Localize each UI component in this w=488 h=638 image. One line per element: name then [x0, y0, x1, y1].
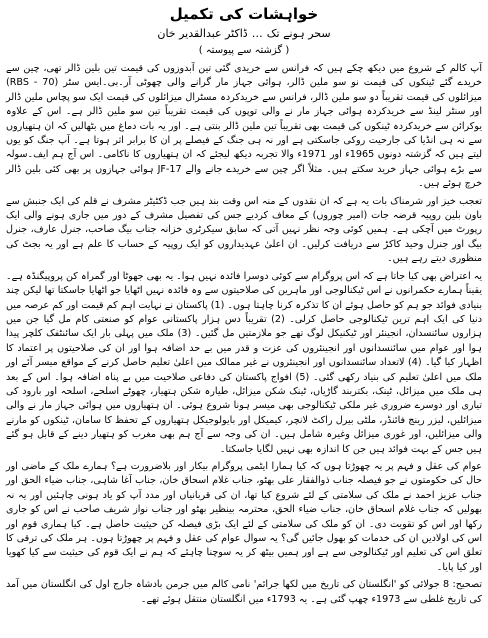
author-name: ڈاکٹر عبدالقدیر خان — [157, 27, 248, 40]
byline-separator: … — [251, 27, 263, 40]
paragraph-2: تعجب خیز اور شرمناک بات یہ ہے کہ ان نقدوں کے منہ اس وقت بند ہیں جب ڈکٹیٹر مشرف نے قلم کی ایک جنبش سے باون بلین روپیہ قرضہ جات (امیر چوروں) کے معاف کردیے جس کی تفصیل مشرف کے دور میں جاری ہونے والی ایک رپورٹ میں آچکی ہے۔ ہمیں کوئی وجہ نظر نہیں آتی کہ سابق سیکرٹری خزانہ جناب بیگ صاحب، جنرل عارف، جنرل بیگ اور جنرل وحید کاکڑ سے دریافت کرلیں۔ ان اعلیٰ عہدیداروں کو ایک روپیہ کے حساب کا علم ہے اور یہ بجٹ کی منظوری دیتے رہے ہیں۔ — [6, 195, 482, 265]
paragraph-5-correction: تصحیح: 8 جولائی کو 'انگلستان کی تاریخ میں لکھا جرائم' نامی کالم میں جرمن بادشاہ جارج اول کی انگلستان میں آمد کی تاریخ غلطی سے 1973ء چھپ گئی ہے۔ یہ 1793ء میں انگلستان منتقل ہوئے تھے۔ — [6, 579, 482, 605]
continued-note: ( گزشتہ سے پیوستہ ) — [198, 45, 290, 56]
article-body — [6, 62, 482, 607]
column-subtitle: سحر ہونے تک — [266, 27, 331, 40]
paragraph-3: یہ اعتراض بھی کیا جاتا ہے کہ اس پروگرام سے کوئی دوسرا فائدہ نہیں ہوا۔ یہ بھی جھوٹا اور گمراہ کن پروپیگنڈہ ہے۔ یقیناً ہمارے حکمرانوں نے اس ٹیکنالوجی اور ماہرین کی صلاحیتوں سے وہ فائدہ نہیں اٹھایا جو اٹھایا جاسکتا تھا لیکن چند بنیادی فوائد جو ہم کو حاصل ہوئے ان کا تذکرہ کرنا چاہتا ہوں۔ (1) پاکستان نے نہایت اہم کم قیمت اور کم عرصہ میں دنیا کی ایک اہم ترین ٹیکنالوجی حاصل کرلی۔ (2) تقریباً دس ہزار پاکستانی عوام کو صنعتی کام مل گیا جن میں ہزاروں سائنسدان، انجینئر اور ٹیکنیکل لوگ تھے جو ملازمتیں مل گئیں۔ (3) ملک میں پہلی بار ایک سائنٹفک کلچر پیدا ہوا اور عوام میں سائنسدانوں اور انجینئروں کی عزت و قدر میں بے حد اضافہ ہوا اور ان کی صلاحیتوں پر اعتماد کا اظہار کیا گیا۔ (4) لاتعداد سائنسدانوں اور انجینئروں نے غیر ممالک میں اعلیٰ تعلیم حاصل کرنے کے مواقع میسر آئے اور ملک میں اعلیٰ تعلیم کی بنیاد رکھی گئی۔ (5) افواج پاکستان کی دفاعی صلاحیت میں بے پناہ اضافہ ہوا۔ اس کے بعد ہی ملک میں میزائل، ٹینک، بکتربند گاڑیاں، ٹینک شکن میزائل، طیارہ شکن ہتھیار، چھوٹے اسلحے، اسلحہ اور بارود کی تیاری اور دوسرے ضروری غیر ملکی ٹیکنالوجی بھی میسر ہونا شروع ہوئی۔ ان ہتھیاروں میں ہوائی جہاز مار نے والی میزائلیں، لیزر رینج فائنڈر، ملٹی بیرل راکٹ لانچر، کیمیکل اور بایولوجیکل ہتھیاروں کے تحفظ کا سامان، ٹینکوں کو مارنے والی میزائلیں، اور غوری میزائل وغیرہ شامل ہیں۔ ان کی وجہ سے آج ہم بھی مغرب کو ہتھیار دینے کے قابل ہو گئے ہیں جس کے بہت فوائد ہیں جن کا اندازہ بھی نہیں لگایا جاسکتا۔ — [5, 270, 482, 455]
byline — [6, 26, 482, 42]
paragraph-4: عوام کی عقل و فہم پر یہ چھوڑتا ہوں کہ کیا ہمارا ایٹمی پروگرام بیکار اور بلاضرورت ہے؟ ہمارے ملک کے ماضی اور حال کی حکومتوں نے جو فیصلہ جناب ذوالفقار علی بھٹو، جناب غلام اسحاق خان، جناب آغا شاہی، جناب ضیاء الحق اور جناب عزیز احمد نے ملک کی سلامتی کے لئے شروع کیا تھا، ان کی قربانیاں اور مدد آپ کو یاد ہونی چاہئیں اور یہ نہ بھولیں کہ جناب غلام اسحاق خان، جناب ضیاء الحق، محترمہ بینظیر بھٹو اور جناب نواز شریف صاحب نے اس کو جاری رکھا اور اس کو تقویت دی۔ ان کو ملک کی سلامتی کے لئے ایک بڑی فیصلہ کن حیثیت حاصل ہے۔ کیا ہماری قوم اور اس کی اولادیں ان کی خدمات کو بھول جائیں گی؟ یہ سوال عوام کی عقل و فہم پر چھوڑتا ہوں۔ ہر ملک کی ترقی کا تعلق اس کی تعلیم اور ٹیکنالوجی سے ہے اور ہمیں بیٹھ کر یہ سوچنا چاہئے کہ ہم نے ایک قوم کی حیثیت سے کیا کھویا اور کیا پایا۔ — [6, 460, 482, 573]
paragraph-1: آپ کالم کے شروع میں دیکھ چکے ہیں کہ فرانس سے خریدی گئی تین آبدوزوں کی قیمت تین بلین ڈالر تھی، چین سے خریدے گئے ٹینکوں کی قیمت نو سو ملین ڈالر، ہوائی جہاز مار گرانے والی چھوٹی آر۔بی۔ایس سٹر (RBS - 70) میزائلوں کی قیمت تقریباً دو سو ملین ڈالر، فرانس سے خریدکردہ مسٹرال میزائلوں کی قیمت ایک سو پچاس ملین ڈالر اور سنٹر لینڈ سے خریدکردہ ہوائی جہاز مار نے والی توپوں کی قیمت تقریباً تین سو ملین ڈالر ہے۔ اس کے علاوہ یوکرائن سے خریدکردہ ٹینکوں کی قیمت بھی تقریباً تین ملین ڈالر بنتی ہے۔ اور یہ بات دماغ میں بٹھالیں کہ ان ہتھیاروں سے نہ ہی انڈیا کی جارحیت روکی جاسکتی ہے اور نہ ہی جنگ کے فیصلے پر ان کا برابر اثر ہوتا ہے۔ آپ جنگ کو یوں لیتے ہیں کہ گزشتہ دونوں 1965ء اور 1971ء والا تجربہ دیکھ لیجئے کہ ان ہتھیاروں کا ناکامی۔ اس آج ہم ایف۔سولہ سے بڑے ہوائی جہاز خرید سکتے ہیں۔ مثلاً اگر چین سے خریدے جانے والے JF-17 ہوائی جہازوں پر بھی کئی بلین ڈالر خرچ ہوئے ہیں۔ — [6, 63, 482, 190]
article-title: خواہشات کی تکمیل — [169, 5, 319, 23]
